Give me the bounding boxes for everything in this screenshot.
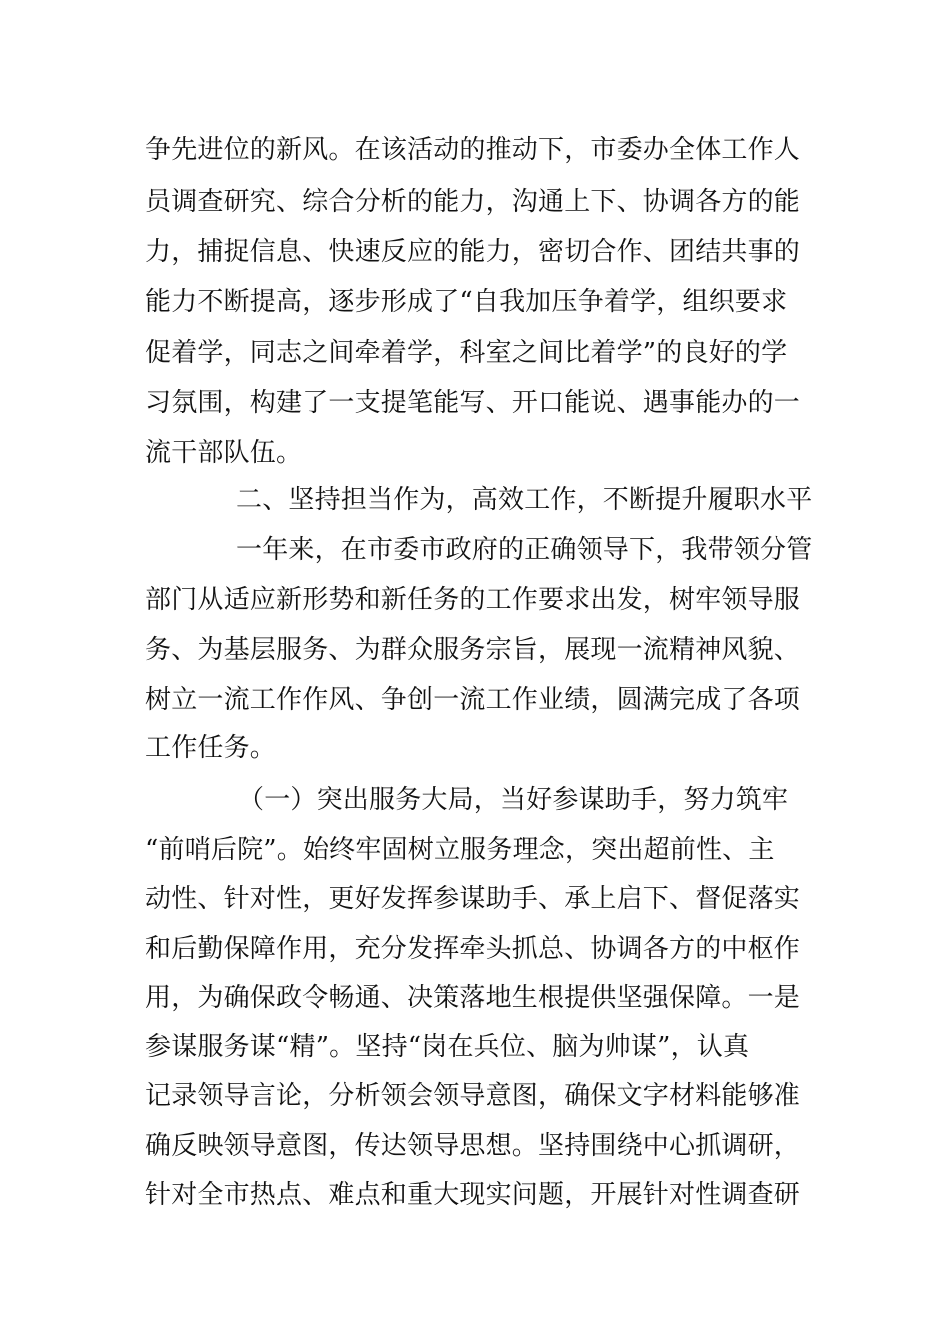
text-line: 和后勤保障作用，充分发挥牵头抓总、协调各方的中枢作 bbox=[145, 934, 801, 964]
text-line: 员调查研究、综合分析的能力，沟通上下、协调各方的能 bbox=[145, 187, 801, 217]
text-line: 力，捕捉信息、快速反应的能力，密切合作、团结共事的 bbox=[145, 237, 801, 267]
text-line: 树立一流工作作风、争创一流工作业绩，圆满完成了各项 bbox=[145, 685, 801, 715]
text-line: 部门从适应新形势和新任务的工作要求出发，树牢领导服 bbox=[145, 585, 801, 615]
text-line: 针对全市热点、难点和重大现实问题，开展针对性调查研 bbox=[145, 1180, 801, 1210]
text-line: 争先进位的新风。在该活动的推动下，市委办全体工作人 bbox=[145, 135, 801, 165]
text-line: 动性、针对性，更好发挥参谋助手、承上启下、督促落实 bbox=[145, 884, 801, 914]
text-line: 促着学，同志之间牵着学，科室之间比着学”的良好的学 bbox=[145, 338, 788, 368]
text-line: 一年来，在市委市政府的正确领导下，我带领分管 bbox=[236, 535, 813, 565]
text-line: 工作任务。 bbox=[145, 733, 277, 763]
text-line: 流干部队伍。 bbox=[145, 438, 303, 468]
subsection-heading: （一）突出服务大局，当好参谋助手，努力筑牢 bbox=[238, 785, 789, 815]
text-line: “前哨后院”。始终牢固树立服务理念，突出超前性、主 bbox=[145, 835, 775, 865]
text-line: 习氛围，构建了一支提笔能写、开口能说、遇事能办的一 bbox=[145, 388, 801, 418]
text-line: 确反映领导意图，传达领导思想。坚持围绕中心抓调研， bbox=[145, 1131, 801, 1161]
text-line: 务、为基层服务、为群众服务宗旨，展现一流精神风貌、 bbox=[145, 635, 801, 665]
text-line: 用，为确保政令畅通、决策落地生根提供坚强保障。一是 bbox=[145, 983, 801, 1013]
text-line: 参谋服务谋“精”。坚持“岗在兵位、脑为帅谋”，认真 bbox=[145, 1032, 750, 1062]
text-line: 记录领导言论，分析领会领导意图，确保文字材料能够准 bbox=[145, 1081, 801, 1111]
text-line: 能力不断提高，逐步形成了“自我加压争着学，组织要求 bbox=[145, 287, 788, 317]
section-heading: 二、坚持担当作为，高效工作，不断提升履职水平 bbox=[236, 485, 813, 515]
